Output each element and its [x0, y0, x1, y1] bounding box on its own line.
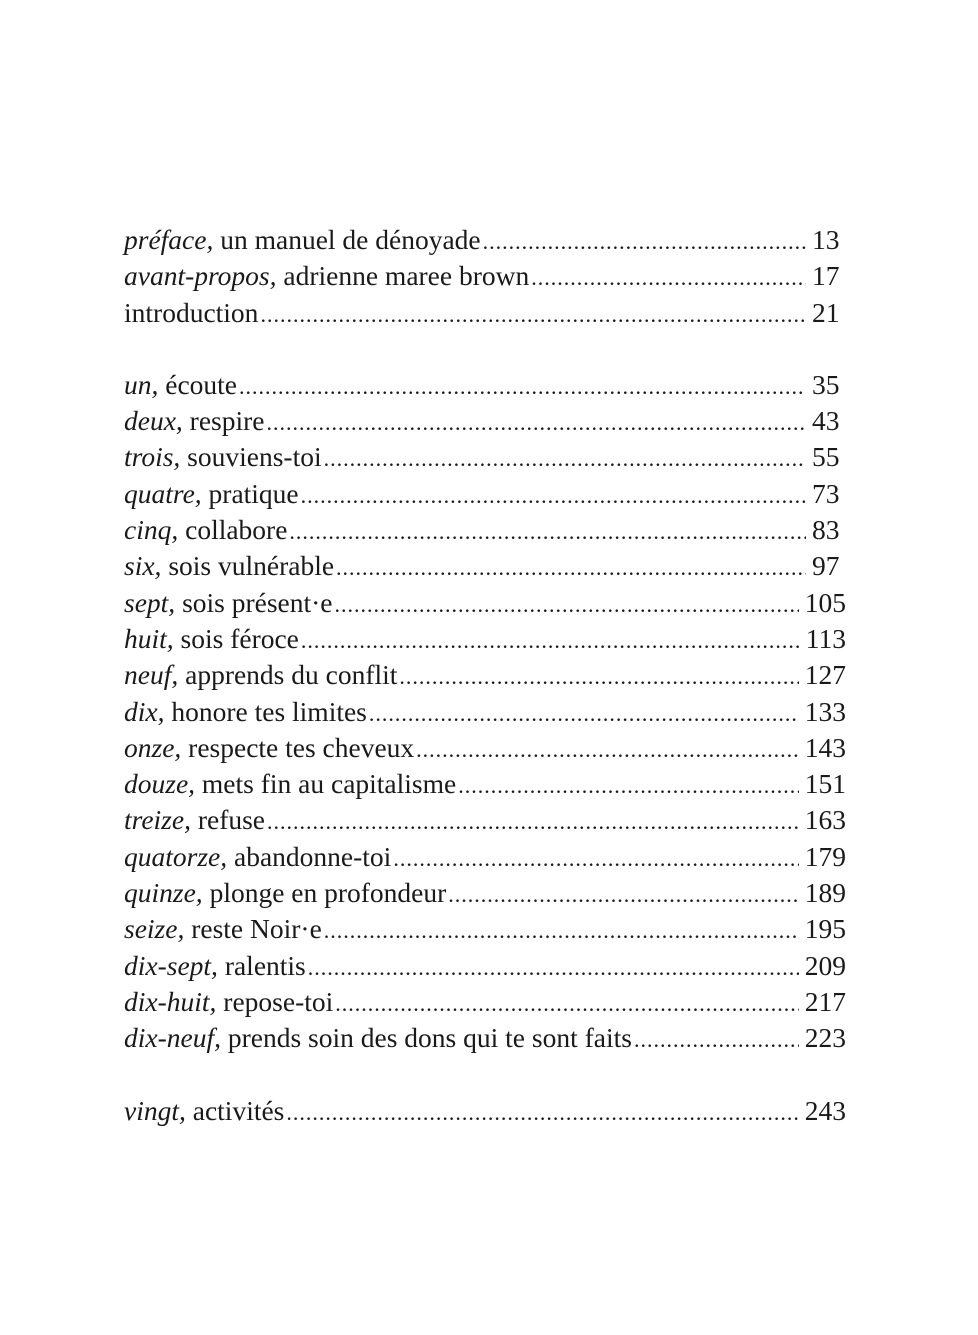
dot-leader [308, 950, 799, 986]
toc-entry-title: souviens-toi [180, 441, 322, 473]
dot-leader [267, 405, 807, 441]
toc-entry-title: pratique [201, 477, 299, 509]
toc-entry[interactable] [124, 1020, 846, 1056]
dot-leader [483, 224, 806, 260]
dot-leader [634, 1022, 799, 1058]
toc-entry-label [124, 367, 237, 403]
toc-entry-label [124, 512, 287, 548]
toc-entry-title: ralentis [217, 949, 306, 981]
dot-leader [301, 623, 800, 659]
toc-page-number: 13 [812, 224, 840, 255]
toc-entry-title: refuse [190, 804, 266, 836]
toc-entry-ordinal: neuf, [124, 659, 179, 691]
toc-page-number: 83 [812, 514, 840, 546]
toc-entry-label [124, 802, 265, 838]
toc-entry-title: activités [185, 1094, 285, 1126]
toc-page-number: 43 [812, 405, 840, 437]
toc-entry[interactable] [124, 766, 846, 802]
toc-entry-label [124, 911, 322, 947]
dot-leader [399, 659, 798, 695]
toc-entry-ordinal: vingt, [124, 1094, 186, 1126]
toc-entry-title: écoute [158, 368, 238, 400]
toc-entry-label [124, 730, 414, 766]
toc-entry-label [124, 295, 258, 331]
toc-page-number: 195 [804, 913, 846, 945]
toc-entry-title: prends soin des dons qui te sont faits [220, 1022, 632, 1054]
toc-entry-label [124, 585, 333, 621]
toc-page-number: 105 [804, 586, 846, 618]
toc-entry-label [124, 984, 333, 1020]
toc-entry-title: reste Noir·e [184, 913, 322, 945]
toc-page-number: 243 [804, 1094, 846, 1126]
toc-page-number: 223 [804, 1022, 846, 1054]
toc-page-number: 151 [804, 768, 846, 800]
toc-entry-ordinal: quinze, [124, 877, 203, 909]
dot-leader [267, 804, 799, 840]
toc-entry-title: repose-toi [216, 985, 334, 1017]
dot-leader [260, 297, 806, 333]
dot-leader [336, 550, 806, 586]
toc-entry-title: sois féroce [173, 622, 299, 654]
toc-entry-ordinal: avant-propos, [124, 260, 277, 292]
toc-entry-ordinal: seize, [124, 913, 185, 945]
toc-entry-ordinal: dix-neuf, [124, 1022, 221, 1054]
toc-entry[interactable] [124, 512, 846, 548]
toc-page-number: 21 [812, 296, 840, 328]
toc-entry-label [124, 476, 299, 512]
toc-entry-label [124, 875, 446, 911]
toc-entry-ordinal: un, [124, 368, 159, 400]
toc-page-number: 55 [812, 441, 840, 473]
toc-entry[interactable] [124, 802, 846, 838]
toc-page-number: 127 [804, 659, 846, 691]
toc-entry-ordinal: huit, [124, 622, 174, 654]
toc-entry-label [124, 258, 529, 294]
dot-leader [289, 514, 806, 550]
toc-page-number: 163 [804, 804, 846, 836]
dot-leader [369, 696, 799, 732]
toc-entry-ordinal: onze, [124, 731, 182, 763]
toc-entry[interactable] [124, 657, 846, 693]
toc-entry-ordinal: douze, [124, 768, 196, 800]
toc-entry[interactable] [124, 258, 846, 294]
dot-leader [393, 841, 798, 877]
toc-entry[interactable] [124, 839, 846, 875]
toc-entry-title: sois vulnérable [161, 550, 335, 582]
toc-entry[interactable] [124, 222, 846, 258]
toc-entry-title: abandonne-toi [227, 840, 392, 872]
toc-front-matter [124, 222, 846, 331]
toc-entry-title: honore tes limites [164, 695, 367, 727]
toc-entry-ordinal: cinq, [124, 514, 179, 546]
toc-entry-title: un manuel de dénoyade [213, 224, 481, 255]
dot-leader [458, 768, 799, 804]
toc-page-number: 113 [805, 622, 846, 654]
toc-page-number: 35 [812, 368, 840, 400]
toc-entry[interactable] [124, 548, 846, 584]
toc-page-number: 217 [804, 985, 846, 1017]
toc-page-number: 97 [812, 550, 840, 582]
toc-entry-label [124, 1020, 632, 1056]
toc-entry[interactable] [124, 403, 846, 439]
toc-entry-ordinal: préface, [124, 224, 214, 255]
toc-entry-ordinal: dix, [124, 695, 165, 727]
toc-entry-label [124, 657, 397, 693]
toc-entry-label [124, 548, 334, 584]
toc-entry-ordinal: deux, [124, 405, 183, 437]
toc-entry-label [124, 1093, 284, 1129]
toc-entry-label [124, 621, 299, 657]
toc-page-number: 209 [804, 949, 846, 981]
toc-entry-title: plonge en profondeur [202, 877, 447, 909]
toc-back-matter [124, 1093, 846, 1129]
dot-leader [531, 260, 806, 296]
toc-entry-title: respecte tes cheveux [181, 731, 415, 763]
toc-entry-ordinal: six, [124, 550, 162, 582]
dot-leader [335, 986, 798, 1022]
toc-entry[interactable] [124, 367, 846, 403]
toc-page-number: 179 [804, 840, 846, 872]
toc-entry[interactable] [124, 439, 846, 475]
toc-entry[interactable] [124, 730, 846, 766]
toc-page-number: 189 [804, 877, 846, 909]
toc-entry-label [124, 403, 265, 439]
toc-entry-ordinal: quatre, [124, 477, 202, 509]
toc-entry[interactable] [124, 948, 846, 984]
toc-page-number: 73 [812, 477, 840, 509]
toc-entry-label [124, 948, 306, 984]
toc-page-number: 17 [812, 260, 840, 292]
toc-entry-title: collabore [178, 514, 288, 546]
toc-entry[interactable] [124, 621, 846, 657]
toc-entry-label [124, 222, 481, 258]
toc-entry-title: respire [182, 405, 265, 437]
toc-entry-label [124, 839, 391, 875]
dot-leader [416, 732, 799, 768]
toc-entry-ordinal: sept, [124, 586, 176, 618]
toc-entry-title: sois présent·e [175, 586, 333, 618]
toc-chapters [124, 367, 846, 1057]
toc-entry-title: apprends du conflit [178, 659, 398, 691]
toc-page-number: 133 [804, 695, 846, 727]
dot-leader [324, 441, 806, 477]
toc-entry-ordinal: quatorze, [124, 840, 228, 872]
toc-entry-ordinal: dix-huit, [124, 985, 217, 1017]
toc-entry[interactable] [124, 295, 846, 331]
toc-entry-label [124, 766, 456, 802]
toc-entry[interactable] [124, 911, 846, 947]
dot-leader [324, 913, 799, 949]
toc-entry[interactable] [124, 585, 846, 621]
dot-leader [286, 1095, 798, 1131]
toc-entry-ordinal: trois, [124, 441, 181, 473]
toc-entry[interactable] [124, 694, 846, 730]
toc-entry[interactable] [124, 875, 846, 911]
toc-entry[interactable] [124, 984, 846, 1020]
toc-page-number: 143 [804, 731, 846, 763]
toc-entry-label [124, 694, 367, 730]
dot-leader [239, 369, 806, 405]
table-of-contents [124, 222, 846, 1129]
toc-entry-label [124, 439, 322, 475]
toc-entry[interactable] [124, 1093, 846, 1129]
dot-leader [448, 877, 798, 913]
toc-entry-title: introduction [124, 296, 259, 328]
dot-leader [335, 587, 799, 623]
toc-entry[interactable] [124, 476, 846, 512]
toc-entry-ordinal: treize, [124, 804, 191, 836]
dot-leader [301, 478, 806, 514]
toc-entry-title: mets fin au capitalisme [195, 768, 457, 800]
toc-entry-ordinal: dix-sept, [124, 949, 218, 981]
toc-entry-title: adrienne maree brown [276, 260, 530, 292]
